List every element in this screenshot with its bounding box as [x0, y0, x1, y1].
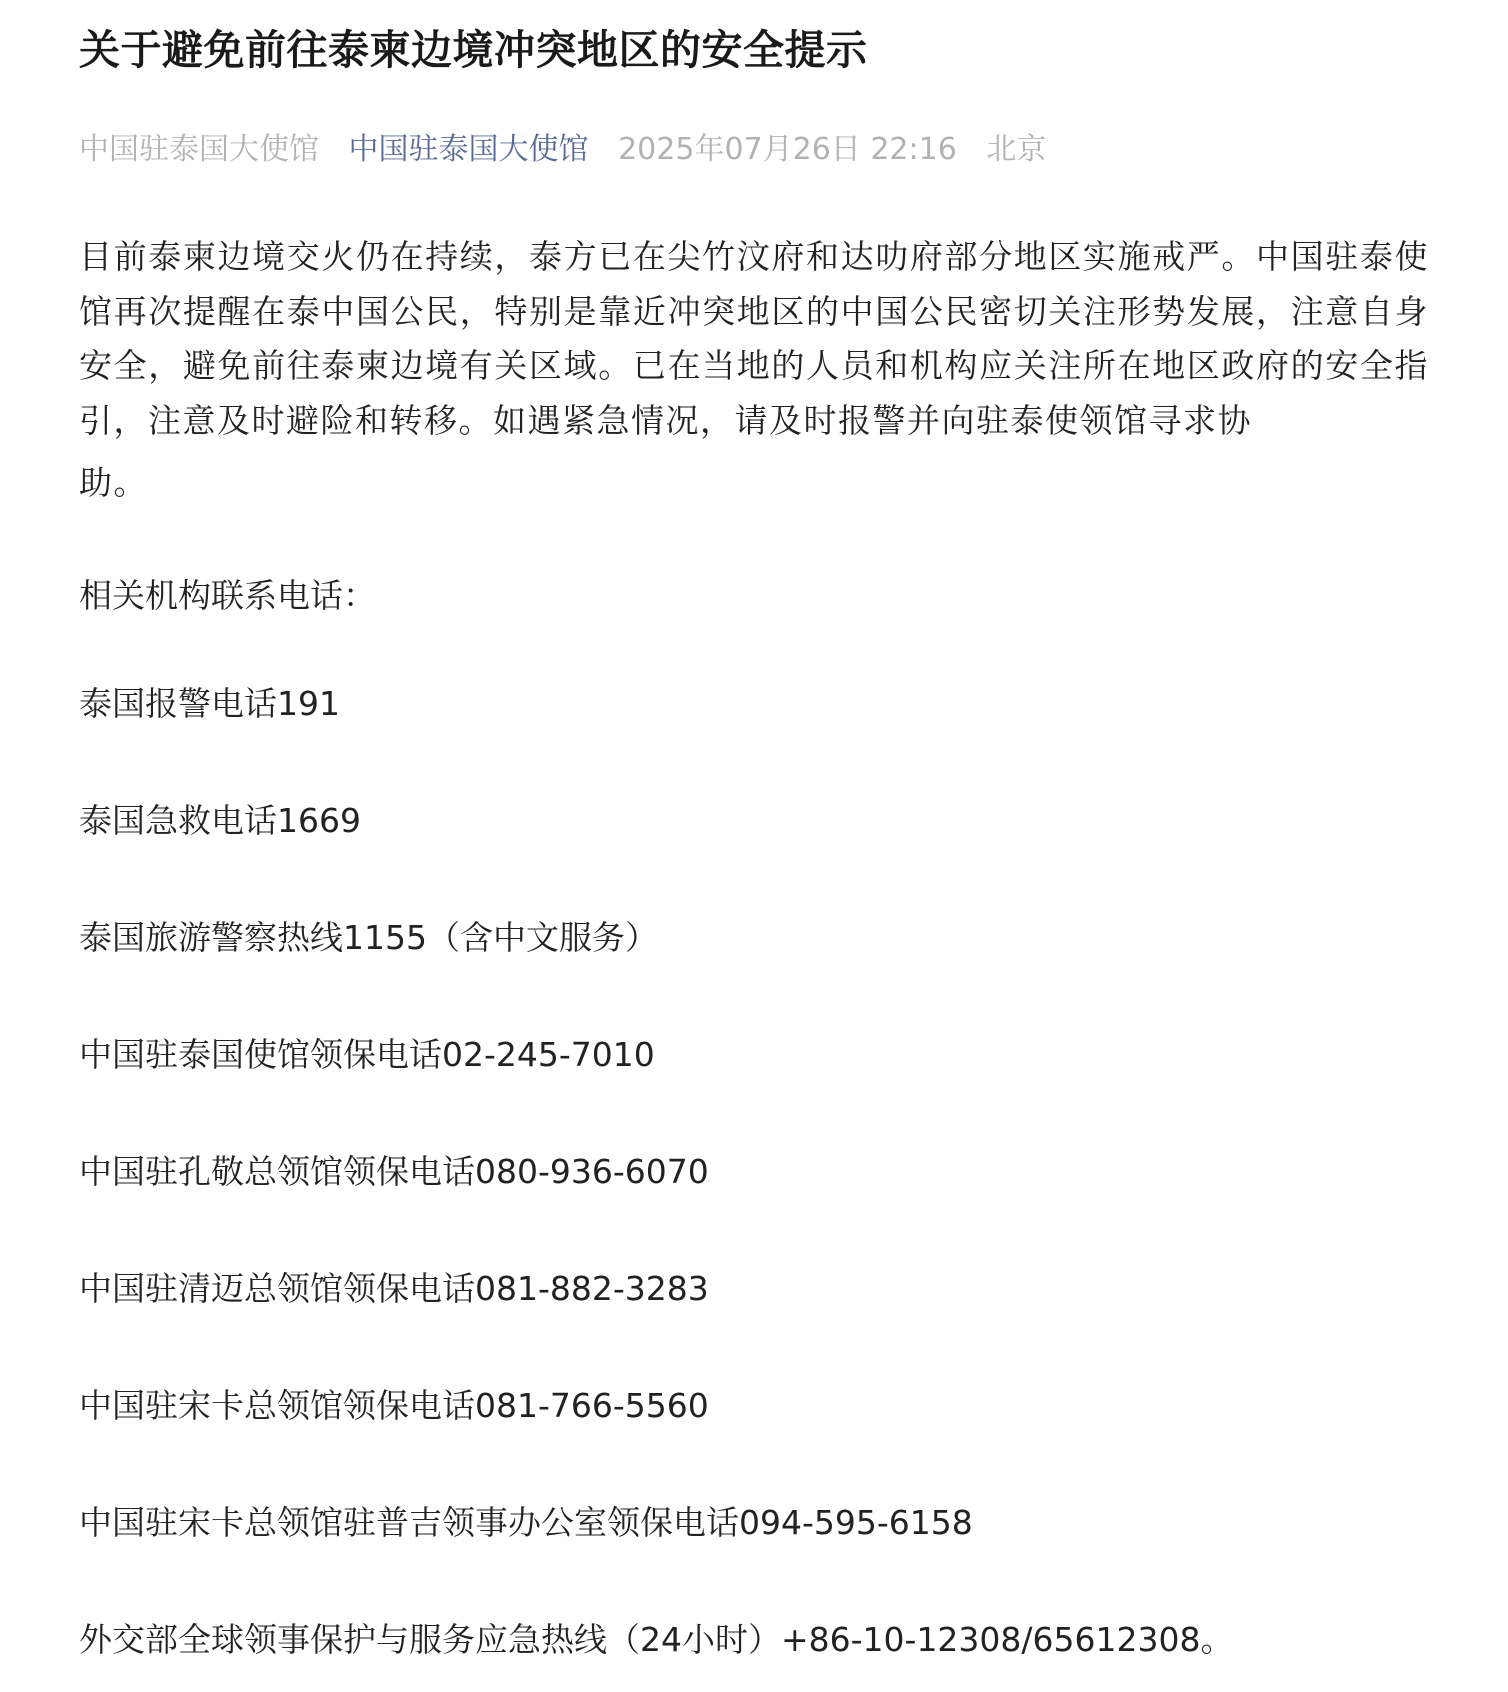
contact-item: 外交部全球领事保护与服务应急热线（24小时）+86-10-12308/65612308。	[79, 1619, 1234, 1659]
publish-datetime: 2025年07月26日 22:16	[618, 132, 957, 167]
intro-text-tail: 助。	[79, 463, 148, 502]
contact-item: 中国驻泰国使馆领保电话02-245-7010	[79, 1034, 655, 1074]
article-meta	[79, 130, 1429, 170]
contact-item: 中国驻清迈总领馆领保电话081-882-3283	[79, 1268, 709, 1308]
contact-item: 泰国急救电话1669	[79, 800, 361, 840]
contact-list	[79, 677, 1429, 1667]
author-name: 中国驻泰国大使馆	[79, 132, 319, 167]
article-title: 关于避免前往泰柬边境冲突地区的安全提示	[79, 26, 868, 74]
intro-text: 目前泰柬边境交火仍在持续，泰方已在尖竹汶府和达叻府部分地区实施戒严。中国驻泰使馆再次提醒在泰中国公民，特别是靠近冲突地区的中国公民密切关注形势发展，注意自身安全，避免前往泰柬边境有关区域。已在当地的人员和机构应关注所在地区政府的安全指引，注意及时避险和转移。如遇紧急情况，请及时报警并向驻泰使领馆寻求协	[79, 237, 1429, 440]
contact-item: 泰国报警电话191	[79, 683, 340, 723]
contact-item: 中国驻宋卡总领馆驻普吉领事办公室领保电话094-595-6158	[79, 1502, 973, 1542]
account-name-link[interactable]: 中国驻泰国大使馆	[348, 132, 589, 167]
contact-item: 中国驻孔敬总领馆领保电话080-936-6070	[79, 1151, 709, 1191]
publish-location: 北京	[986, 132, 1047, 167]
contact-item: 中国驻宋卡总领馆领保电话081-766-5560	[79, 1385, 709, 1425]
contacts-heading: 相关机构联系电话：	[79, 575, 376, 615]
intro-paragraph	[79, 230, 1429, 511]
contact-item: 泰国旅游警察热线1155（含中文服务）	[79, 917, 658, 957]
